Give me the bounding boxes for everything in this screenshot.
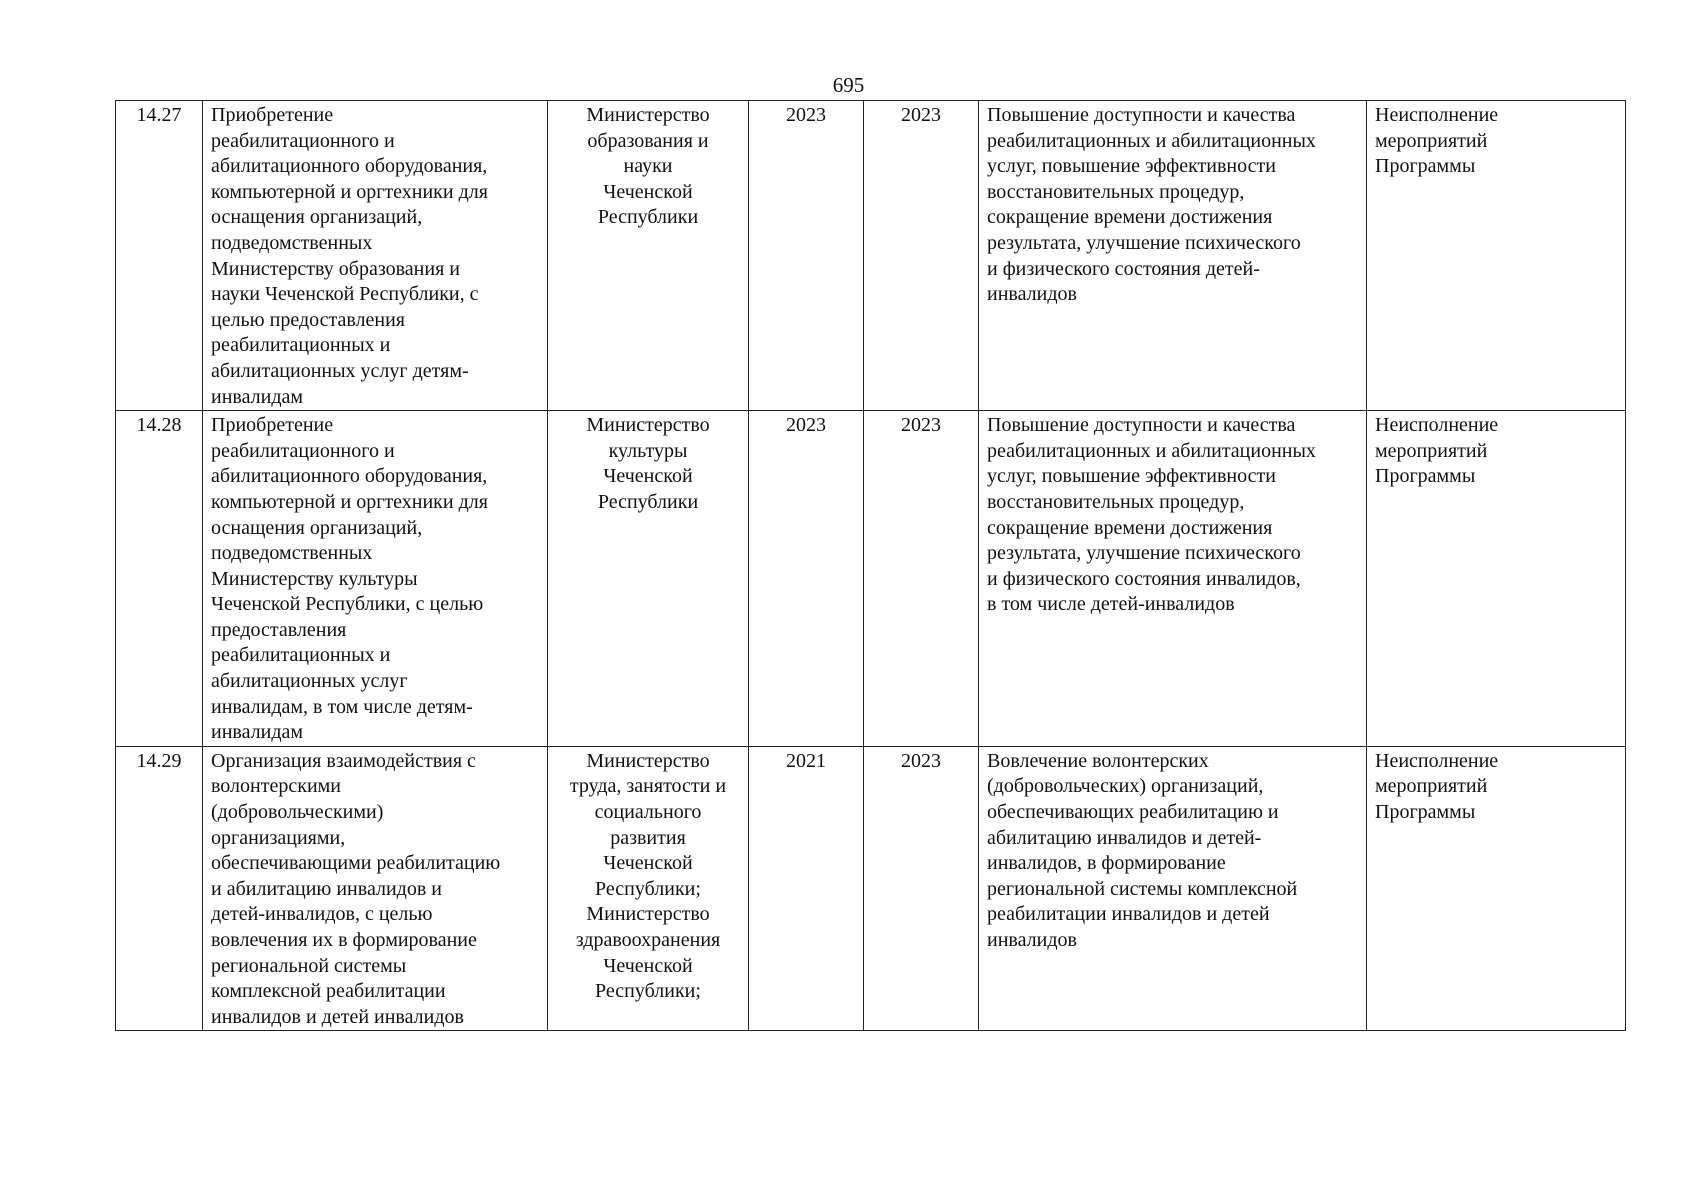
cell-line: инвалидам xyxy=(211,385,304,408)
cell-line: Программы xyxy=(1375,155,1476,178)
cell-line: Чеченской xyxy=(603,954,693,977)
activity-name xyxy=(203,101,548,411)
cell-line: инвалидов и детей инвалидов xyxy=(211,1005,464,1028)
cell-line: Программы xyxy=(1375,801,1476,824)
cell-line: реабилитационных и xyxy=(211,644,391,667)
cell-line: реабилитационных и абилитационных xyxy=(987,439,1316,462)
cell-line: компьютерной и оргтехники для xyxy=(211,490,488,513)
cell-line: целью предоставления xyxy=(211,308,405,331)
cell-line: реабилитационного и xyxy=(211,129,395,152)
cell-line: абилитационного оборудования, xyxy=(211,155,488,178)
cell-line: сокращение времени достижения xyxy=(987,206,1273,229)
cell-line: Приобретение xyxy=(211,104,334,126)
cell-line: Министерство xyxy=(586,749,710,772)
cell-line: абилитационных услуг xyxy=(211,670,408,693)
activity-start-year: 2021 xyxy=(749,746,864,1031)
cell-line: подведомственных xyxy=(211,231,373,254)
program-activities-table xyxy=(115,100,1626,1031)
cell-line: оснащения организаций, xyxy=(211,206,423,229)
cell-line: мероприятий xyxy=(1375,439,1488,462)
cell-line: сокращение времени достижения xyxy=(987,516,1273,539)
activity-executor xyxy=(548,746,749,1031)
cell-line: Неисполнение xyxy=(1375,414,1499,437)
activity-name xyxy=(203,411,548,747)
activity-expected-result xyxy=(979,746,1367,1031)
cell-line: инвалидов xyxy=(987,929,1077,951)
cell-line: волонтерскими xyxy=(211,775,341,798)
cell-line: услуг, повышение эффективности xyxy=(987,465,1276,488)
cell-line: Республики xyxy=(597,206,699,229)
cell-line: Министерству культуры xyxy=(211,567,418,590)
activity-end-year: 2023 xyxy=(864,746,979,1031)
cell-line: здравоохранения xyxy=(575,929,721,951)
cell-line: реабилитационных и абилитационных xyxy=(987,129,1316,152)
activity-end-year: 2023 xyxy=(864,101,979,411)
activity-executor xyxy=(548,411,749,747)
cell-line: предоставления xyxy=(211,618,347,641)
cell-line: Повышение доступности и качества xyxy=(987,104,1296,126)
cell-line: Республики xyxy=(597,490,699,513)
cell-line: компьютерной и оргтехники для xyxy=(211,180,488,203)
cell-line: в том числе детей-инвалидов xyxy=(987,593,1235,616)
cell-line: Министерство xyxy=(586,903,710,926)
cell-line: подведомственных xyxy=(211,542,373,565)
cell-line: мероприятий xyxy=(1375,775,1488,798)
cell-line: инвалидов, в формирование xyxy=(987,852,1226,875)
cell-line: инвалидам xyxy=(211,721,304,744)
cell-line: науки xyxy=(623,155,673,178)
cell-line: и физического состояния детей- xyxy=(987,257,1260,280)
cell-line: мероприятий xyxy=(1375,129,1488,152)
cell-line: Чеченской xyxy=(603,852,693,875)
activity-number: 14.28 xyxy=(116,411,203,747)
cell-line: абилитационного оборудования, xyxy=(211,465,488,488)
cell-line: результата, улучшение психического xyxy=(987,542,1301,565)
cell-line: инвалидам, в том числе детям- xyxy=(211,695,473,718)
cell-line: детей-инвалидов, с целью xyxy=(211,903,433,926)
cell-line: Повышение доступности и качества xyxy=(987,414,1296,437)
activity-risk xyxy=(1367,101,1626,411)
cell-line: восстановительных процедур, xyxy=(987,490,1245,513)
cell-line: абилитацию инвалидов и детей- xyxy=(987,826,1262,849)
table-row xyxy=(116,101,1626,411)
cell-line: развития xyxy=(610,826,686,849)
cell-line: восстановительных процедур, xyxy=(987,180,1245,203)
cell-line: Организация взаимодействия с xyxy=(211,749,476,772)
cell-line: образования и xyxy=(587,129,709,152)
cell-line: организациями, xyxy=(211,826,346,849)
cell-line: реабилитации инвалидов и детей xyxy=(987,903,1270,926)
activity-risk xyxy=(1367,746,1626,1031)
cell-line: Министерство xyxy=(586,104,710,126)
cell-line: Программы xyxy=(1375,465,1476,488)
cell-line: культуры xyxy=(608,439,688,462)
cell-line: региональной системы комплексной xyxy=(987,877,1298,900)
cell-line: оснащения организаций, xyxy=(211,516,423,539)
activity-number: 14.29 xyxy=(116,746,203,1031)
activity-name xyxy=(203,746,548,1031)
cell-line: инвалидов xyxy=(987,283,1077,306)
cell-line: и абилитацию инвалидов и xyxy=(211,877,442,900)
cell-line: науки Чеченской Республики, с xyxy=(211,283,479,306)
cell-line: Министерству образования и xyxy=(211,257,460,280)
cell-line: услуг, повышение эффективности xyxy=(987,155,1276,178)
cell-line: вовлечения их в формирование xyxy=(211,929,477,951)
cell-line: абилитационных услуг детям- xyxy=(211,359,469,382)
cell-line: Неисполнение xyxy=(1375,104,1499,126)
cell-line: реабилитационного и xyxy=(211,439,395,462)
cell-line: социального xyxy=(594,801,702,824)
cell-line: Чеченской Республики, с целью xyxy=(211,593,484,616)
table-row xyxy=(116,411,1626,747)
cell-line: Республики; xyxy=(595,980,701,1003)
cell-line: (добровольческими) xyxy=(211,801,384,824)
activity-end-year: 2023 xyxy=(864,411,979,747)
activity-executor xyxy=(548,101,749,411)
cell-line: региональной системы xyxy=(211,954,407,977)
page-number: 695 xyxy=(832,73,865,97)
cell-line: Чеченской xyxy=(603,180,693,203)
cell-line: Неисполнение xyxy=(1375,749,1499,772)
cell-line: комплексной реабилитации xyxy=(211,980,446,1003)
cell-line: труда, занятости и xyxy=(569,775,727,798)
cell-line: Республики; xyxy=(595,877,701,900)
cell-line: реабилитационных и xyxy=(211,334,391,357)
activity-expected-result xyxy=(979,101,1367,411)
cell-line: (добровольческих) организаций, xyxy=(987,775,1264,798)
cell-line: и физического состояния инвалидов, xyxy=(987,567,1301,590)
cell-line: Вовлечение волонтерских xyxy=(987,749,1209,772)
activity-expected-result xyxy=(979,411,1367,747)
activity-risk xyxy=(1367,411,1626,747)
cell-line: обеспечивающими реабилитацию xyxy=(211,852,501,875)
activity-start-year: 2023 xyxy=(749,101,864,411)
cell-line: результата, улучшение психического xyxy=(987,231,1301,254)
activity-start-year: 2023 xyxy=(749,411,864,747)
table-row xyxy=(116,746,1626,1031)
cell-line: Приобретение xyxy=(211,414,334,437)
cell-line: Министерство xyxy=(586,414,710,437)
cell-line: обеспечивающих реабилитацию и xyxy=(987,801,1279,824)
activity-number: 14.27 xyxy=(116,101,203,411)
cell-line: Чеченской xyxy=(603,465,693,488)
